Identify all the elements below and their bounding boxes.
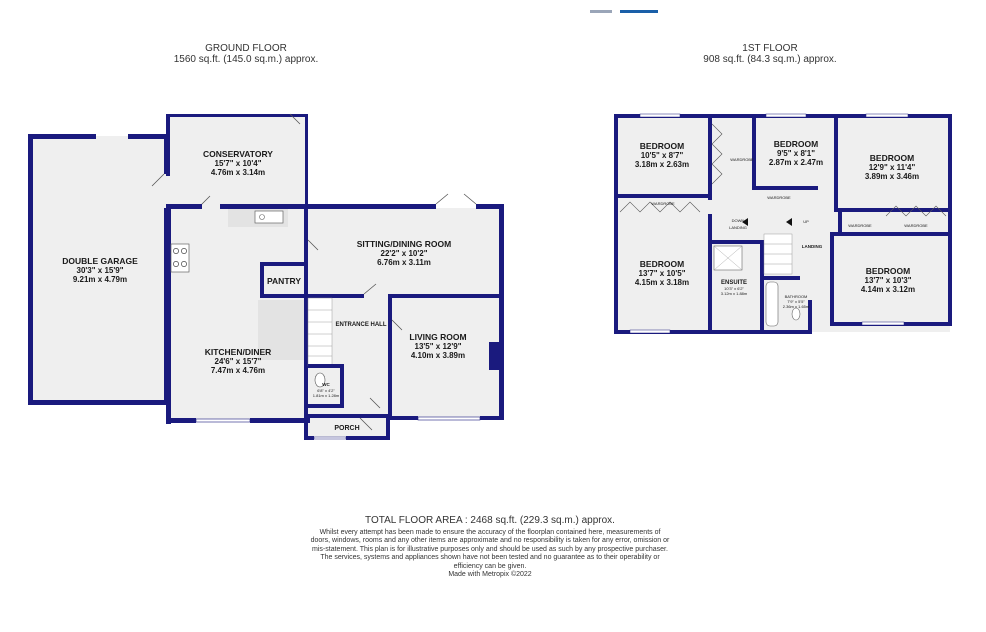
landing-name: LANDING bbox=[801, 244, 823, 249]
ground-floor-title: GROUND FLOOR bbox=[205, 43, 287, 54]
first-floor-plan bbox=[614, 114, 952, 334]
bed3-dim-metric: 3.89m x 3.46m bbox=[864, 172, 920, 181]
garage-dim-metric: 9.21m x 4.79m bbox=[72, 275, 128, 284]
bed2-dim-imperial: 9'5" x 8'1" bbox=[776, 149, 816, 158]
wc-dim-imperial: 6'8" x 4'2" bbox=[317, 388, 335, 393]
living-dim-imperial: 13'5" x 12'9" bbox=[414, 342, 462, 351]
bed4-dim-metric: 4.15m x 3.18m bbox=[634, 278, 690, 287]
bed2-dim-metric: 2.87m x 2.47m bbox=[768, 158, 824, 167]
sitting-name: SITTING/DINING ROOM bbox=[356, 239, 452, 249]
wardrobe-label-1: WARDROBE bbox=[651, 201, 675, 206]
wardrobe-label-3: WARDROBE bbox=[767, 195, 791, 200]
ensuite-dim-metric: 3.12m x 1.88m bbox=[720, 291, 748, 296]
wardrobe-label-5: WARDROBE bbox=[904, 223, 928, 228]
bed1-dim-metric: 3.18m x 2.63m bbox=[634, 160, 690, 169]
conservatory-dim-imperial: 15'7" x 10'4" bbox=[214, 159, 262, 168]
down-label: DOWN bbox=[731, 218, 745, 223]
kitchen-dim-imperial: 24'6" x 15'7" bbox=[214, 357, 262, 366]
living-dim-metric: 4.10m x 3.89m bbox=[410, 351, 466, 360]
ensuite-dim-imperial: 10'3" x 6'2" bbox=[724, 286, 744, 291]
bed5-dim-imperial: 13'7" x 10'3" bbox=[864, 276, 912, 285]
pantry-name: PANTRY bbox=[267, 276, 301, 286]
first-floor-area: 908 sq.ft. (84.3 sq.m.) approx. bbox=[703, 54, 837, 65]
porch-name: PORCH bbox=[334, 425, 360, 432]
bed3-dim-imperial: 12'9" x 11'4" bbox=[868, 163, 916, 172]
bathroom-dim-imperial: 7'9" x 5'5" bbox=[787, 299, 805, 304]
bed5-name: BEDROOM bbox=[865, 266, 911, 276]
ground-floor-area: 1560 sq.ft. (145.0 sq.m.) approx. bbox=[173, 54, 319, 65]
bathroom-name: BATHROOM bbox=[784, 294, 808, 299]
bed3-name: BEDROOM bbox=[869, 153, 915, 163]
garage-name: DOUBLE GARAGE bbox=[62, 256, 138, 266]
up-label: UP bbox=[803, 219, 809, 224]
kitchen-dim-metric: 7.47m x 4.76m bbox=[210, 366, 266, 375]
ensuite-name: ENSUITE bbox=[720, 280, 748, 286]
disclaimer: Whilst every attempt has been made to ensure the accuracy of the floorplan contained here, measurements of doors, windows, rooms and any other items are approximate and no responsibility is taken for any error, omission or mis-statement. This plan is for illustrative purposes only and should be used as such by any prospective purchaser. The services, systems and appliances shown have not been tested and no guarantee as to their operability or efficiency can be given. bbox=[310, 529, 670, 570]
credit: Made with Metropix ©2022 bbox=[448, 571, 532, 579]
conservatory-name: CONSERVATORY bbox=[203, 149, 273, 159]
bed1-name: BEDROOM bbox=[639, 141, 685, 151]
kitchen-name: KITCHEN/DINER bbox=[204, 347, 272, 357]
ground-floor-plan bbox=[28, 114, 504, 440]
garage-dim-imperial: 30'3" x 15'9" bbox=[76, 266, 124, 275]
wardrobe-label-4: WARDROBE bbox=[848, 223, 872, 228]
bed4-dim-imperial: 13'7" x 10'5" bbox=[638, 269, 686, 278]
sitting-dim-metric: 6.76m x 3.11m bbox=[377, 258, 431, 267]
wc-name: WC bbox=[322, 382, 330, 387]
sitting-dim-imperial: 22'2" x 10'2" bbox=[380, 249, 428, 258]
living-name: LIVING ROOM bbox=[409, 332, 467, 342]
floorplan-footer bbox=[310, 515, 670, 579]
landing-label: LANDING bbox=[729, 225, 747, 230]
bathroom-dim-metric: 2.36m x 1.65m bbox=[782, 304, 810, 309]
bed4-name: BEDROOM bbox=[639, 259, 685, 269]
bed5-dim-metric: 4.14m x 3.12m bbox=[860, 285, 916, 294]
wardrobe-label-2: WARDROBE bbox=[730, 157, 754, 162]
bed2-name: BEDROOM bbox=[773, 139, 819, 149]
bed1-dim-imperial: 10'5" x 8'7" bbox=[640, 151, 684, 160]
wc-dim-metric: 1.81m x 1.28m bbox=[312, 393, 340, 398]
conservatory-dim-metric: 4.76m x 3.14m bbox=[210, 168, 266, 177]
total-floor-area: TOTAL FLOOR AREA : 2468 sq.ft. (229.3 sq.m.) approx. bbox=[365, 515, 615, 526]
first-floor-title: 1ST FLOOR bbox=[742, 43, 798, 54]
hall-name: ENTRANCE HALL bbox=[335, 322, 387, 328]
